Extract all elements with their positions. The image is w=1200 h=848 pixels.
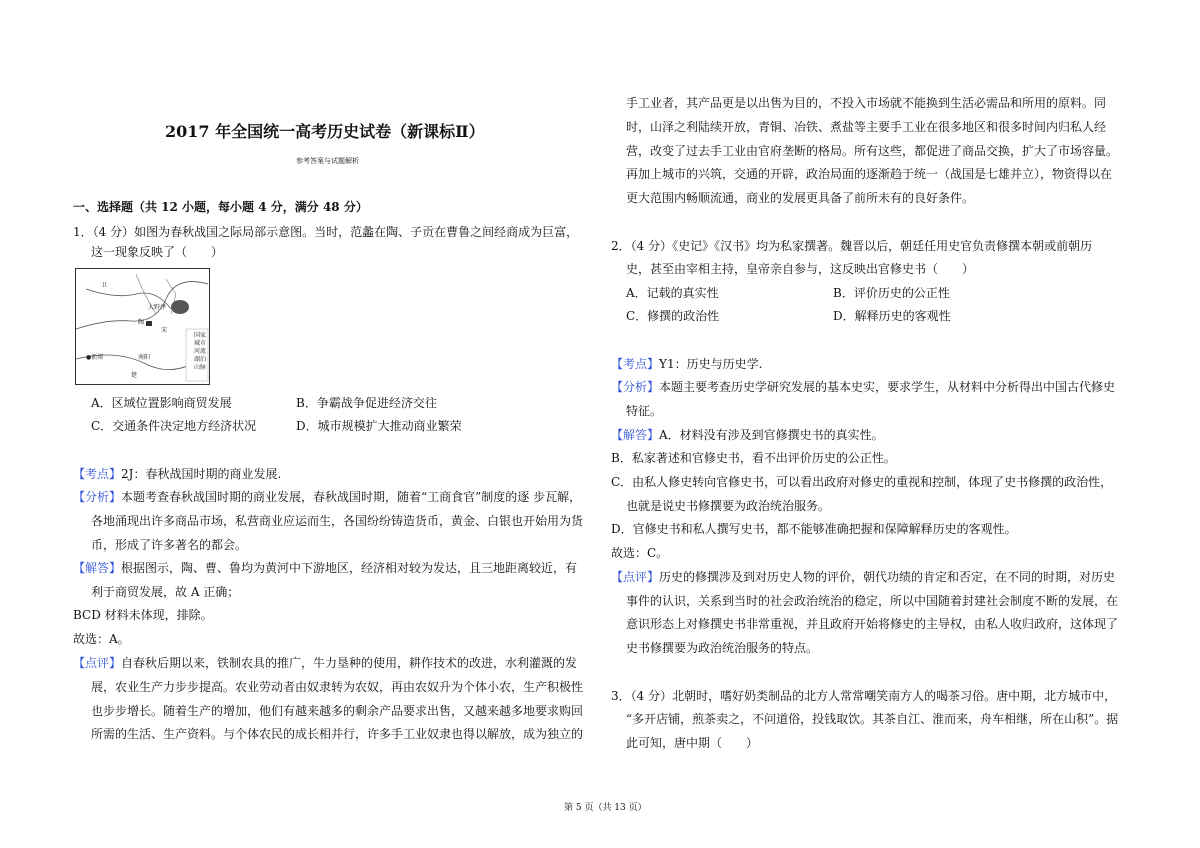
page-title: 2017 年全国统一高考历史试卷（新课标Ⅱ） xyxy=(165,122,485,141)
cont-line1: 手工业者，其产品更是以出售为目的，不投入市场就不能换到生活必需品和所用的原料。同 xyxy=(626,96,1107,110)
section-title: 一、选择题（共 12 小题，每小题 4 分，满分 48 分） xyxy=(73,200,368,214)
legend-state: 国家 xyxy=(194,332,207,339)
q1-dianping-line1 xyxy=(73,656,577,670)
q1-dianping-line2: 展，农业生产力步步提高。农业劳动者由奴隶转为农奴，再由农奴升为个体小农，生产积极性 xyxy=(91,680,584,694)
q1-option-d: D．城市规模扩大推动商业繁荣 xyxy=(296,419,462,433)
fenxi-text: 本题考查春秋战国时期的商业发展，春秋战国时期，随着“工商食官”制度的逐 步瓦解， xyxy=(121,490,582,504)
q2-dianping-line1 xyxy=(611,570,1115,584)
q2-stem-line2: 史，甚至由宰相主持，皇帝亲自参与，这反映出官修史书（ ） xyxy=(626,262,975,276)
q1-dianping-line4: 所需的生活、生产资料。与个体农民的成长相并行，许多手工业奴隶也得以解放，成为独立的 xyxy=(91,727,584,741)
kaodian-text: Y1：历史与历史学. xyxy=(659,357,763,371)
q2-dianping-line2: 事件的认识，关系到当时的社会政治统治的稳定，所以中国随着封建社会制度不断的发展，在 xyxy=(626,594,1119,608)
q2-answer: 故选：C。 xyxy=(611,546,669,560)
q1-kaodian xyxy=(73,467,281,481)
map-label-wei: 卫 xyxy=(101,282,108,289)
dianping-text: 历史的修撰涉及到对历史人物的评价，朝代功绩的肯定和否定，在不同的时期，对历史 xyxy=(659,570,1116,584)
q2-option-d: D．解释历史的客观性 xyxy=(833,309,951,323)
legend-river: 河流 xyxy=(194,348,207,355)
dianping-tag: 【点评】 xyxy=(611,570,660,584)
kaodian-tag: 【考点】 xyxy=(611,357,660,371)
q2-jieda-line1 xyxy=(611,428,884,442)
legend-mountain: 山脉 xyxy=(194,364,207,371)
spring-autumn-map xyxy=(75,268,210,385)
q1-stem-line1: 1．（4 分）如图为春秋战国之际局部示意图。当时，范蠡在陶、子贡在曹鲁之间经商成为巨富， xyxy=(73,225,579,239)
q1-option-b: B．争霸战争促进经济交往 xyxy=(296,396,437,410)
fenxi-tag: 【分析】 xyxy=(73,490,122,504)
q1-jieda-line2: 利于商贸发展，故 A 正确； xyxy=(91,585,240,599)
legend-lake: 湖泊 xyxy=(194,356,207,363)
q1-jieda-line3: BCD 材料未体现，排除。 xyxy=(73,608,213,622)
dianping-tag: 【点评】 xyxy=(73,656,122,670)
page-footer: 第 5 页（共 13 页） xyxy=(564,803,647,813)
page-subtitle: 参考答案与试题解析 xyxy=(296,157,359,165)
jieda-tag: 【解答】 xyxy=(611,428,660,442)
cont-line2: 时，山泽之利陆续开放，青铜、冶铁、煮盐等主要手工业在很多地区和很多时间内归私人经 xyxy=(626,120,1107,134)
cont-line5: 更大范围内畅顺流通，商业的发展更具备了前所未有的良好条件。 xyxy=(626,191,975,205)
map-label-chu: 楚 xyxy=(131,372,138,379)
q2-fenxi-line1 xyxy=(611,380,1115,394)
q1-stem-line2: 这一现象反映了（ ） xyxy=(91,245,224,259)
map-label-xinzheng: ●新郑 xyxy=(86,354,104,361)
kaodian-text: 2J：春秋战国时期的商业发展. xyxy=(121,467,282,481)
q3-stem-line2: “多开店铺，煎茶卖之，不问道俗，投钱取饮。其茶自江、淮而来，舟车相继，所在山积”。据 xyxy=(626,712,1119,726)
map-label-nanyang: 南阳 xyxy=(138,354,151,361)
q1-fenxi-line2: 各地涌现出许多商品市场，私营商业应运而生，各国纷纷铸造货币，黄金、白银也开始用为货 xyxy=(91,514,584,528)
map-label-lake: 大野泽 xyxy=(148,304,167,311)
fenxi-tag: 【分析】 xyxy=(611,380,660,394)
q2-jieda-line2: B．私家著述和官修史书，看不出评价历史的公正性。 xyxy=(611,451,896,465)
map-figure xyxy=(76,269,209,384)
q1-option-a: A．区域位置影响商贸发展 xyxy=(91,396,232,410)
q2-jieda-line3: C．由私人修史转向官修史书，可以看出政府对修史的重视和控制，体现了史书修撰的政治性， xyxy=(611,475,1113,489)
q2-option-b: B．评价历史的公正性 xyxy=(833,286,950,300)
q1-fenxi-line3: 币，形成了许多著名的都会。 xyxy=(91,538,248,552)
q1-option-c: C．交通条件决定地方经济状况 xyxy=(91,419,257,433)
q1-jieda-line1 xyxy=(73,561,577,575)
q2-jieda-line5: D．官修史书和私人撰写史书，都不能够准确把握和保障解释历史的客观性。 xyxy=(611,522,1017,536)
q2-option-a: A．记载的真实性 xyxy=(626,286,719,300)
q2-fenxi-line2: 特征。 xyxy=(626,404,663,418)
jieda-text: A．材料没有涉及到官修撰史书的真实性。 xyxy=(659,428,884,442)
q2-stem-line1: 2．（4 分）《史记》《汉书》均为私家撰著。魏晋以后，朝廷任用史官负责修撰本朝或前朝历 xyxy=(611,239,1093,253)
q3-stem-line1: 3．（4 分）北朝时，嗜好奶类制品的北方人常常嘲笑南方人的喝茶习俗。唐中期，北方城市中， xyxy=(611,689,1117,703)
q2-kaodian xyxy=(611,357,762,371)
q3-stem-line3: 此可知，唐中期（ ） xyxy=(626,736,759,750)
q2-dianping-line3: 意识形态上对修撰史书非常重视，并且政府开始将修史的主导权，由私人收归政府，这体现了 xyxy=(626,617,1119,631)
q1-fenxi-line1 xyxy=(73,490,581,504)
fenxi-text: 本题主要考查历史学研究发展的基本史实，要求学生，从材料中分析得出中国古代修史 xyxy=(659,380,1116,394)
dianping-text: 自春秋后期以来，铁制农具的推广，牛力垦种的使用，耕作技术的改进，水利灌溉的发 xyxy=(121,656,578,670)
jieda-text: 根据图示，陶、曹、鲁均为黄河中下游地区，经济相对较为发达，且三地距离较近，有 xyxy=(121,561,578,575)
q1-dianping-line3: 也步步增长。随着生产的增加，他们有越来越多的剩余产品要求出售，又越来越多地要求购回 xyxy=(91,704,584,718)
q1-answer: 故选：A。 xyxy=(73,632,130,646)
legend-city: 城市 xyxy=(194,340,207,347)
cont-line4: 再加上城市的兴筑，交通的开辟，政治局面的逐渐趋于统一（战国是七雄并立），物资得以在 xyxy=(626,167,1113,181)
cont-line3: 营，改变了过去手工业由官府垄断的格局。所有这些，都促进了商品交换，扩大了市场容量。 xyxy=(626,144,1119,158)
q2-option-c: C．修撰的政治性 xyxy=(626,309,720,323)
kaodian-tag: 【考点】 xyxy=(73,467,122,481)
q2-dianping-line4: 史书修撰要为政治统治服务的特点。 xyxy=(626,641,819,655)
q2-jieda-line4: 也就是说史书修撰要为政治统治服务。 xyxy=(626,499,831,513)
jieda-tag: 【解答】 xyxy=(73,561,122,575)
map-label-song: 宋 xyxy=(161,327,168,334)
map-label-tao: 陶 xyxy=(138,319,145,326)
